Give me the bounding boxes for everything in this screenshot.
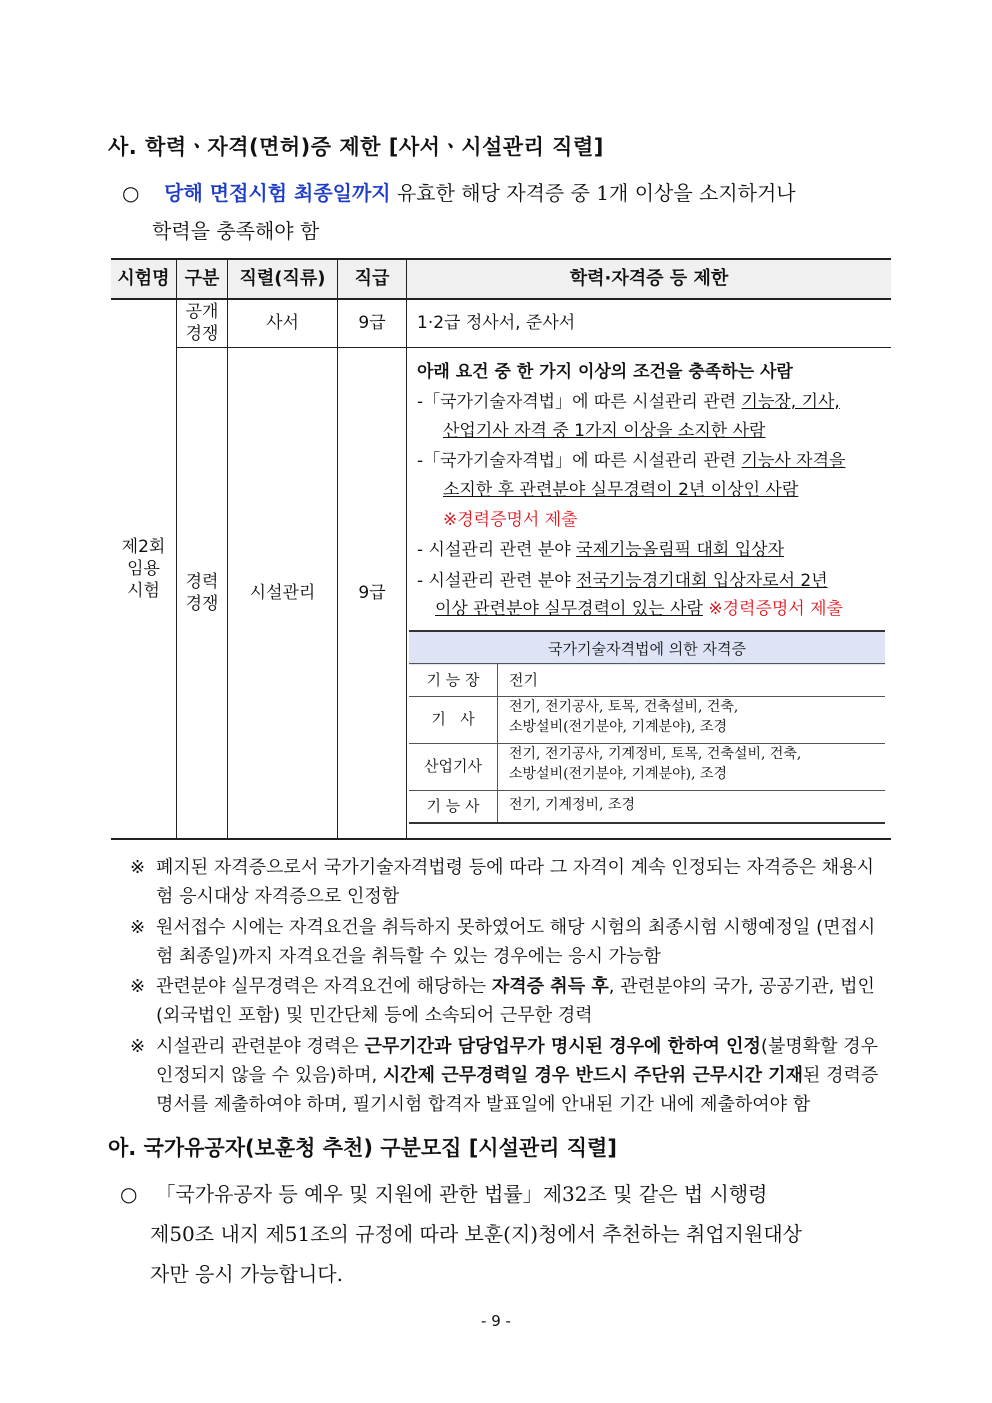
page-number: - 9 -	[481, 1312, 511, 1330]
inner-value-1: 전기	[509, 671, 538, 689]
row1-series: 사서	[266, 313, 299, 334]
section-a-line-1: ○ 「국가유공자 등 예우 및 지원에 관한 법률」제32조 및 같은 법 시행령	[120, 1182, 768, 1206]
row2-item1-line2: 산업기사 자격 중 1가지 이상을 소지한 사람	[443, 421, 766, 441]
note-3: ※ 관련분야 실무경력은 자격요건에 해당하는 자격증 취득 후, 관련분야의 국가, 공공기관, 법인(외국법인 포함) 및 민간단체 등에 소속되어 근무한 경력	[130, 976, 875, 1026]
header-type: 구분	[184, 268, 220, 290]
inner-value-4: 전기, 기계정비, 조경	[509, 797, 635, 813]
row2-item4-line1: - 시설관리 관련 분야 전국기능경기대회 입상자로서 2년	[417, 571, 828, 591]
row2-item4-line2: 이상 관련분야 실무경력이 있는 사람 ※경력증명서 제출	[435, 599, 843, 619]
inner-value-3: 전기, 전기공사, 기계정비, 토목, 건축설비, 건축, 소방설비(전기분야, 기계분야), 조경	[509, 746, 802, 782]
intro-highlight: 당해 면접시험 최종일까지	[164, 181, 391, 205]
row2-item1-line1: -「국가기술자격법」에 따른 시설관리 관련 기능장, 기사,	[417, 392, 840, 412]
row2-item2-line1: -「국가기술자격법」에 따른 시설관리 관련 기능사 자격을	[417, 451, 846, 471]
note-1: ※ 폐지된 자격증으로서 국가기술자격법령 등에 따라 그 자격이 계속 인정되는 자격증은 채용시험 응시대상 자격증으로 인정함	[130, 857, 874, 907]
row2-item3: - 시설관리 관련 분야 국제기능올림픽 대회 입상자	[417, 540, 785, 560]
header-limit: 학력·자격증 등 제한	[569, 268, 729, 290]
inner-label-1: 기 능 장	[426, 671, 480, 689]
section-title-a: 아. 국가유공자(보훈청 추천) 구분모집 [시설관리 직렬]	[108, 1136, 617, 1160]
row2-grade: 9급	[358, 582, 386, 603]
intro-line-2: 학력을 충족해야 함	[152, 219, 320, 243]
row2-item2-line2: 소지한 후 관련분야 실무경력이 2년 이상인 사람	[443, 480, 799, 500]
exam-name-cell: 제2회 임용 시험	[121, 536, 166, 602]
row2-lead: 아래 요건 중 한 가지 이상의 조건을 충족하는 사람	[417, 362, 793, 382]
inner-label-3: 산업기사	[424, 757, 482, 775]
header-series: 직렬(직류)	[239, 268, 326, 290]
inner-cert-table	[409, 630, 885, 824]
section-title-sa: 사. 학력ㆍ자격(면허)증 제한 [사서ㆍ시설관리 직렬]	[108, 135, 604, 159]
bullet-circle: ○	[122, 181, 140, 205]
qualification-table	[111, 258, 891, 840]
intro-line-1	[122, 177, 796, 206]
note-4: ※ 시설관리 관련분야 경력은 근무기간과 담당업무가 명시된 경우에 한하여 인정(불명확할 경우 인정되지 않을 수 있음)하며, 시간제 근무경력일 경우 반드시 주단위 근무시간 기재된 경력증명서를 제출하여야 하며, 필기시험 합격자 발표일에 안내된 기간 내에 제출하여야 함	[130, 1036, 879, 1115]
inner-value-2: 전기, 전기공사, 토목, 건축설비, 건축, 소방설비(전기분야, 기계분야), 조경	[509, 699, 739, 735]
section-a-line-3: 자만 응시 가능합니다.	[150, 1262, 343, 1286]
header-exam-name: 시험명	[117, 268, 170, 290]
section-a-line-2: 제50조 내지 제51조의 규정에 따라 보훈(지)청에서 추천하는 취업지원대상	[150, 1222, 802, 1246]
inner-label-4: 기 능 사	[426, 797, 480, 815]
row1-grade: 9급	[358, 313, 386, 334]
intro-rest: 유효한 해당 자격증 중 1개 이상을 소지하거나	[390, 181, 796, 205]
row2-series: 시설관리	[249, 582, 316, 603]
row2-type: 경력 경쟁	[185, 571, 219, 614]
inner-table-title: 국가기술자격법에 의한 자격증	[409, 630, 885, 665]
inner-label-2: 기 사	[431, 710, 475, 728]
header-grade: 직급	[354, 268, 390, 290]
row1-limit: 1·2급 정사서, 준사서	[417, 313, 576, 333]
row1-type: 공개 경쟁	[185, 302, 219, 344]
row2-item2-note: ※경력증명서 제출	[443, 510, 578, 530]
note-2: ※ 원서접수 시에는 자격요건을 취득하지 못하였어도 해당 시험의 최종시험 시행예정일 (면접시험 최종일)까지 자격요건을 취득할 수 있는 경우에는 응시 가능함	[130, 917, 876, 967]
